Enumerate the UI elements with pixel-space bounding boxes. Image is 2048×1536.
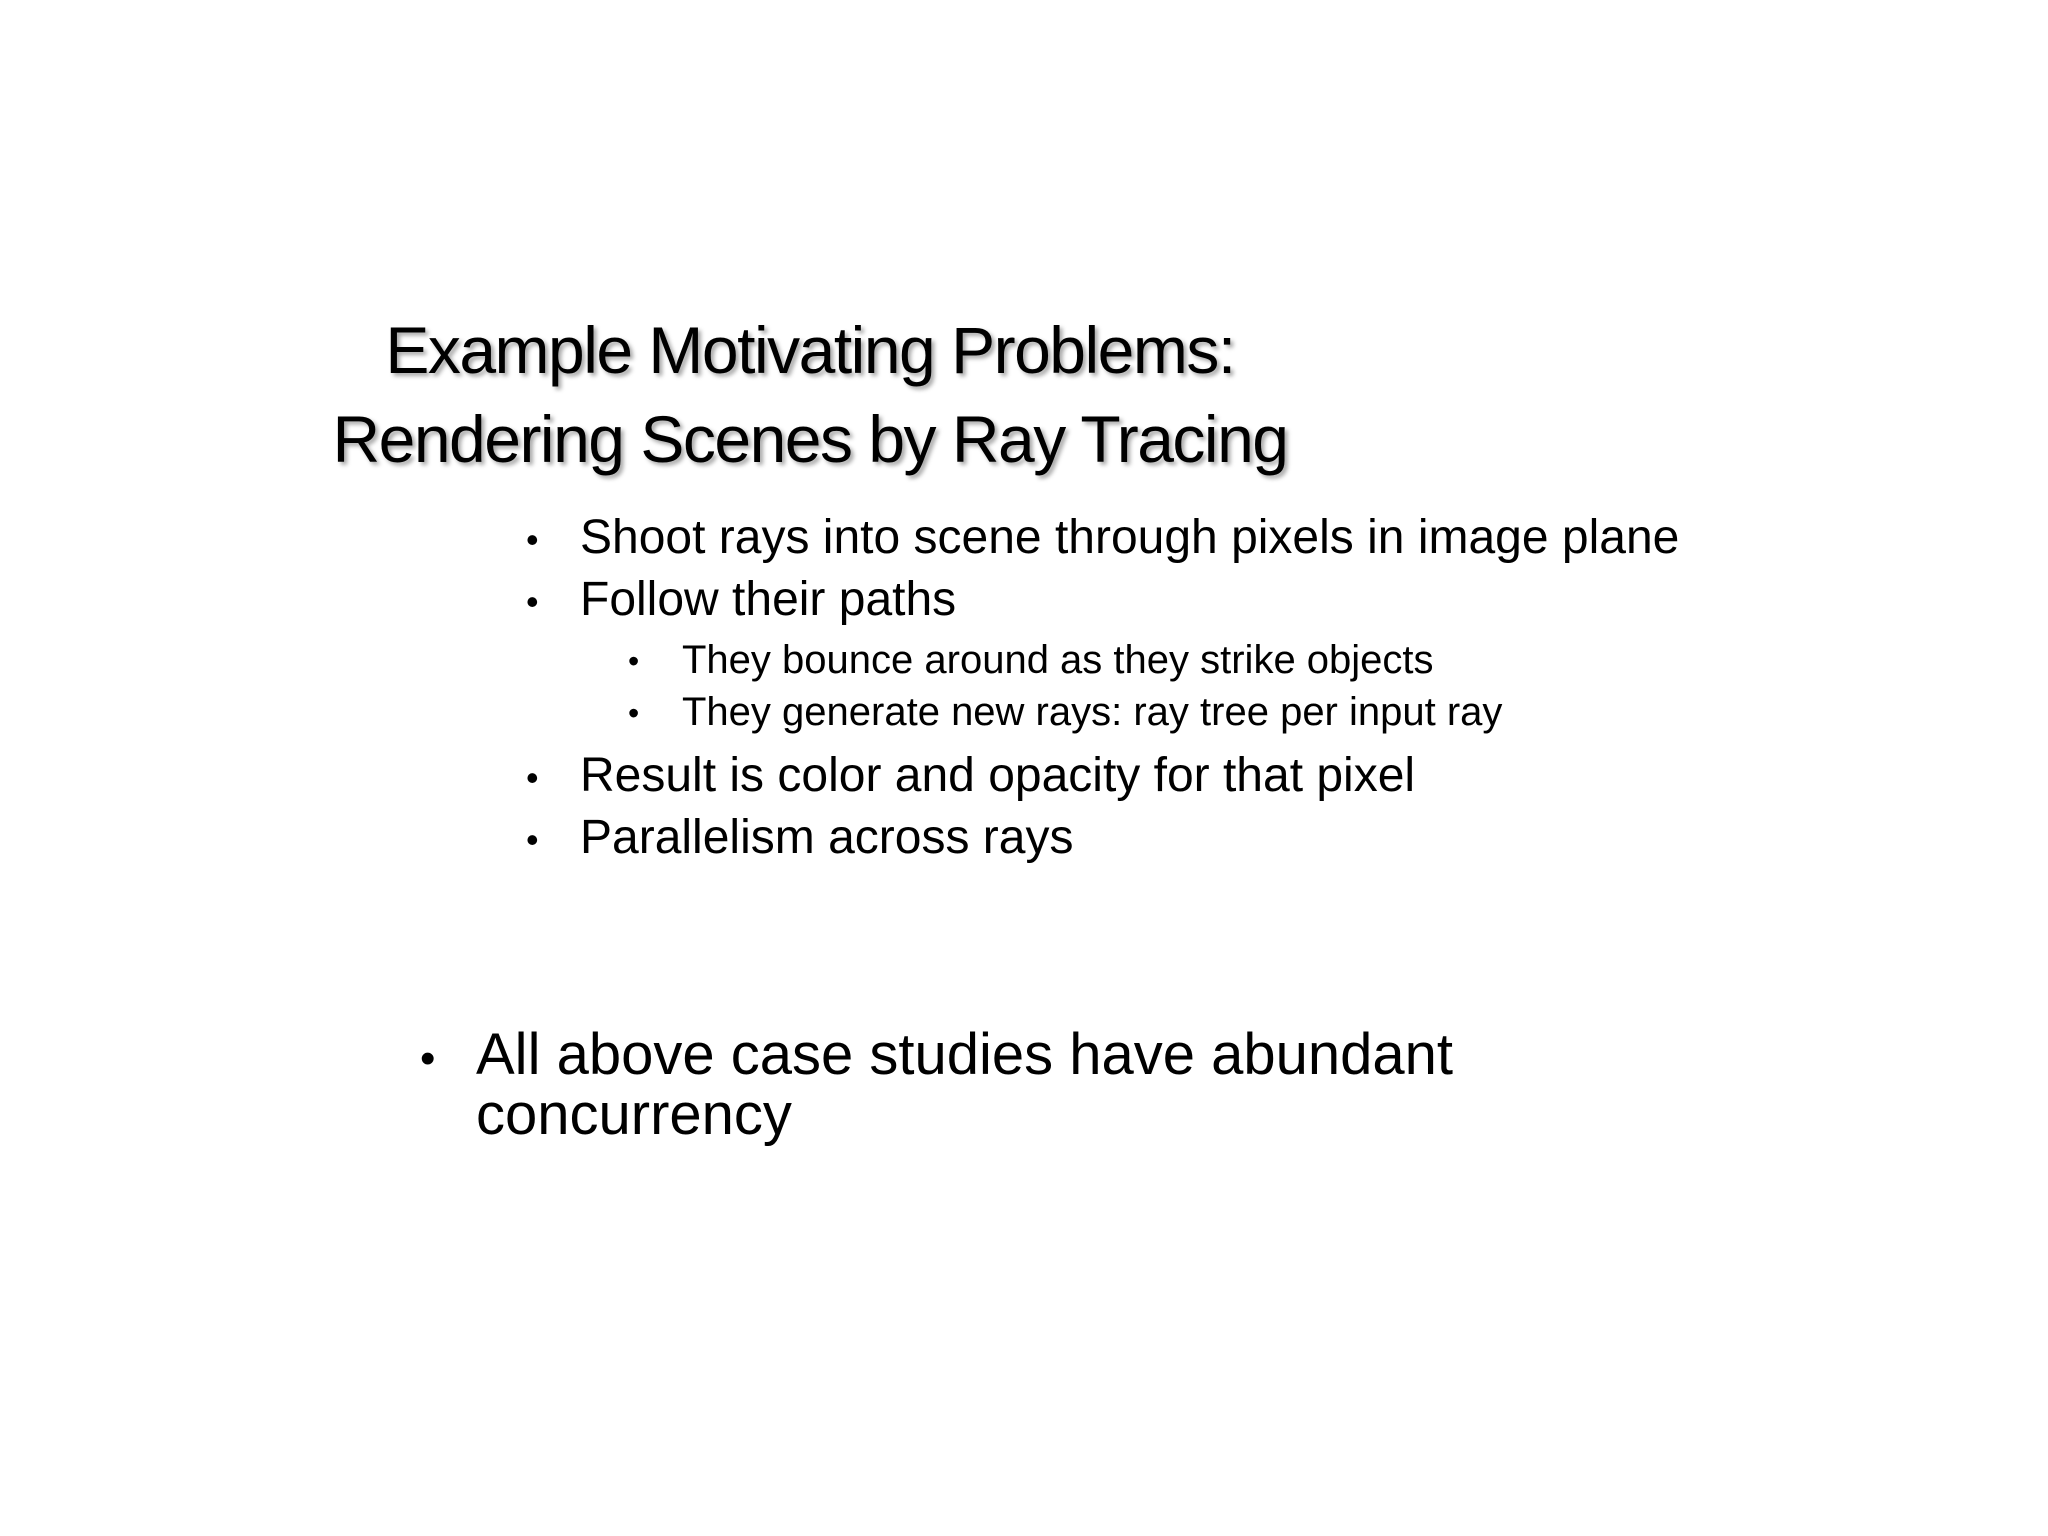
bullet-item — [526, 811, 1680, 864]
bullet-icon: • — [420, 1034, 436, 1083]
bullet-item — [526, 511, 1680, 564]
bullet-icon: • — [526, 581, 539, 622]
bullet-text: Shoot rays into scene through pixels in image plane — [580, 511, 1680, 564]
conclusion-text: All above case studies have abundant concurrency — [476, 1022, 1454, 1147]
bullet-text: Result is color and opacity for that pixel — [580, 749, 1416, 802]
sub-bullet-text: They bounce around as they strike objects — [682, 638, 1434, 682]
conclusion-bullet — [420, 1022, 1676, 1147]
slide-title-line-1: Example Motivating Problems: — [385, 313, 1235, 387]
bullet-item — [526, 573, 1680, 738]
bullet-list — [526, 511, 1680, 864]
bullet-item — [526, 749, 1680, 802]
sub-bullet-item — [628, 634, 1680, 686]
bullet-text: Parallelism across rays — [580, 811, 1074, 864]
bullet-icon: • — [628, 695, 640, 731]
bullet-icon: • — [526, 819, 539, 860]
sub-bullet-text: They generate new rays: ray tree per input ray — [682, 690, 1503, 734]
sub-bullet-item — [628, 686, 1680, 738]
bullet-icon: • — [526, 519, 539, 560]
slide-title-line-2: Rendering Scenes by Ray Tracing — [332, 402, 1288, 476]
bullet-icon: • — [628, 643, 640, 679]
bullet-icon: • — [526, 757, 539, 798]
sub-bullet-list — [580, 634, 1680, 738]
bullet-text: Follow their paths — [580, 573, 957, 626]
